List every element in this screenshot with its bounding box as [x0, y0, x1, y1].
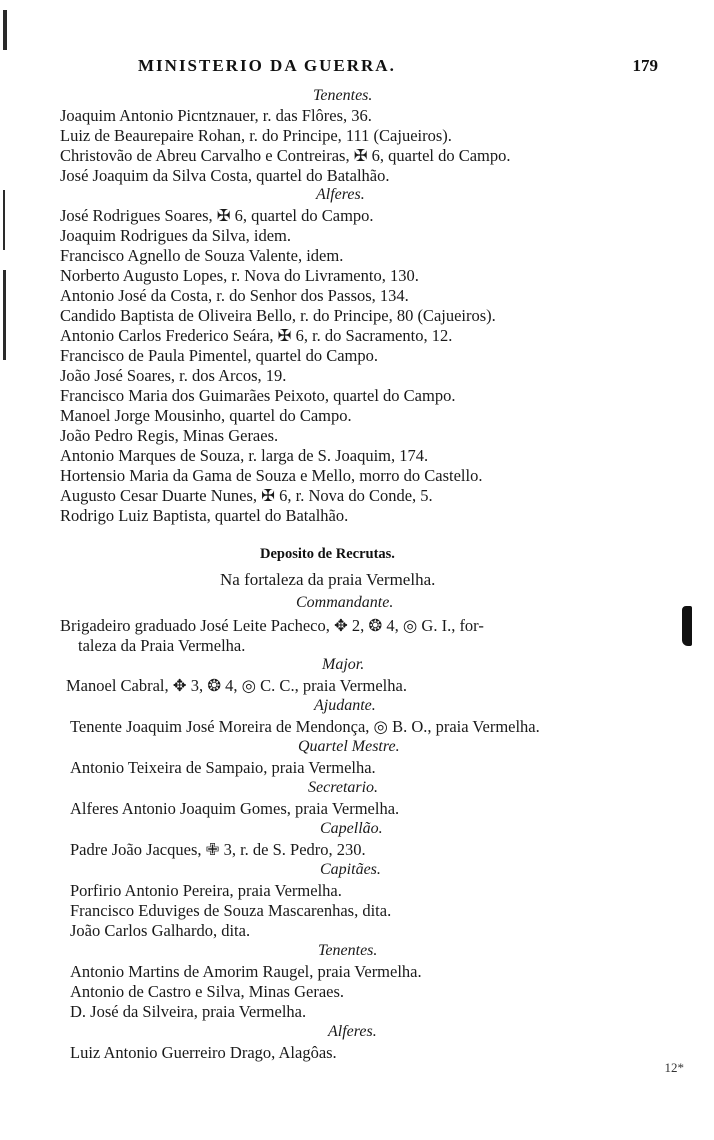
list-item: Francisco de Paula Pimentel, quartel do Campo.: [60, 346, 379, 365]
page-number: 179: [632, 56, 658, 75]
binding-mark: [3, 190, 5, 250]
list-item: José Joaquim da Silva Costa, quartel do Batalhão.: [60, 166, 390, 185]
list-item: Luiz de Beaurepaire Rohan, r. do Principe, 111 (Cajueiros).: [60, 126, 452, 145]
heading-secretario: Secretario.: [308, 779, 379, 796]
heading-alferes: Alferes.: [316, 186, 365, 203]
list-item: Luiz Antonio Guerreiro Drago, Alagôas.: [70, 1043, 337, 1062]
running-title: MINISTERIO DA GUERRA.: [138, 56, 396, 75]
binding-mark: [3, 270, 6, 360]
list-item: Antonio Marques de Souza, r. larga de S. Joaquim, 174.: [60, 446, 429, 465]
signature-mark: 12*: [664, 1060, 684, 1075]
heading-tenentes-2: Tenentes.: [318, 942, 378, 959]
list-item: Padre João Jacques, ✙ 3, r. de S. Pedro, 230.: [70, 840, 366, 859]
list-item: D. José da Silveira, praia Vermelha.: [70, 1002, 307, 1021]
list-item: Antonio Carlos Frederico Seára, ✠ 6, r. do Sacramento, 12.: [60, 326, 453, 345]
list-item: Antonio Martins de Amorim Raugel, praia Vermelha.: [70, 962, 422, 981]
list-item: José Rodrigues Soares, ✠ 6, quartel do Campo.: [60, 206, 374, 225]
list-item: Augusto Cesar Duarte Nunes, ✠ 6, r. Nova do Conde, 5.: [60, 486, 433, 505]
page-left-edge: [0, 0, 14, 1140]
list-item: Alferes Antonio Joaquim Gomes, praia Vermelha.: [70, 799, 400, 818]
list-item: Candido Baptista de Oliveira Bello, r. do Principe, 80 (Cajueiros).: [60, 306, 496, 325]
heading-quartel-mestre: Quartel Mestre.: [298, 738, 400, 755]
list-item: João Carlos Galhardo, dita.: [70, 921, 251, 940]
heading-commandante: Commandante.: [296, 594, 394, 611]
heading-capitaes: Capitães.: [320, 861, 381, 878]
section-subtitle: Na fortaleza da praia Vermelha.: [220, 570, 436, 589]
list-item: Antonio de Castro e Silva, Minas Geraes.: [70, 982, 345, 1001]
section-title: Deposito de Recrutas.: [260, 546, 395, 562]
list-item: Antonio Teixeira de Sampaio, praia Vermelha.: [70, 758, 376, 777]
list-item: Christovão de Abreu Carvalho e Contreiras, ✠ 6, quartel do Campo.: [60, 146, 511, 165]
list-item: Norberto Augusto Lopes, r. Nova do Livramento, 130.: [60, 266, 419, 285]
list-item: Manoel Cabral, ✥ 3, ❂ 4, ◎ C. C., praia Vermelha.: [66, 676, 407, 695]
list-item: Francisco Eduviges de Souza Mascarenhas, dita.: [70, 901, 392, 920]
list-item: João José Soares, r. dos Arcos, 19.: [60, 366, 287, 385]
list-item: Joaquim Rodrigues da Silva, idem.: [60, 226, 291, 245]
list-item: Francisco Agnello de Souza Valente, idem.: [60, 246, 344, 265]
list-item: Antonio José da Costa, r. do Senhor dos Passos, 134.: [60, 286, 409, 305]
heading-alferes-2: Alferes.: [328, 1023, 377, 1040]
heading-major: Major.: [322, 656, 365, 673]
list-item: Manoel Jorge Mousinho, quartel do Campo.: [60, 406, 352, 425]
list-item: Rodrigo Luiz Baptista, quartel do Batalhão.: [60, 506, 349, 525]
heading-capellao: Capellão.: [320, 820, 383, 837]
list-item: taleza da Praia Vermelha.: [78, 636, 246, 655]
ink-blot: [682, 606, 692, 646]
page-header: [138, 56, 658, 80]
list-item: Brigadeiro graduado José Leite Pacheco, ✥ 2, ❂ 4, ◎ G. I., for-: [60, 616, 484, 635]
list-item: João Pedro Regis, Minas Geraes.: [60, 426, 279, 445]
heading-ajudante: Ajudante.: [314, 697, 376, 714]
binding-mark: [3, 10, 7, 50]
list-item: Francisco Maria dos Guimarães Peixoto, quartel do Campo.: [60, 386, 456, 405]
list-item: Joaquim Antonio Picntznauer, r. das Flôres, 36.: [60, 106, 372, 125]
list-item: Hortensio Maria da Gama de Souza e Mello, morro do Castello.: [60, 466, 483, 485]
heading-tenentes: Tenentes.: [313, 87, 373, 104]
list-item: Tenente Joaquim José Moreira de Mendonça, ◎ B. O., praia Vermelha.: [70, 717, 540, 736]
list-item: Porfirio Antonio Pereira, praia Vermelha.: [70, 881, 342, 900]
